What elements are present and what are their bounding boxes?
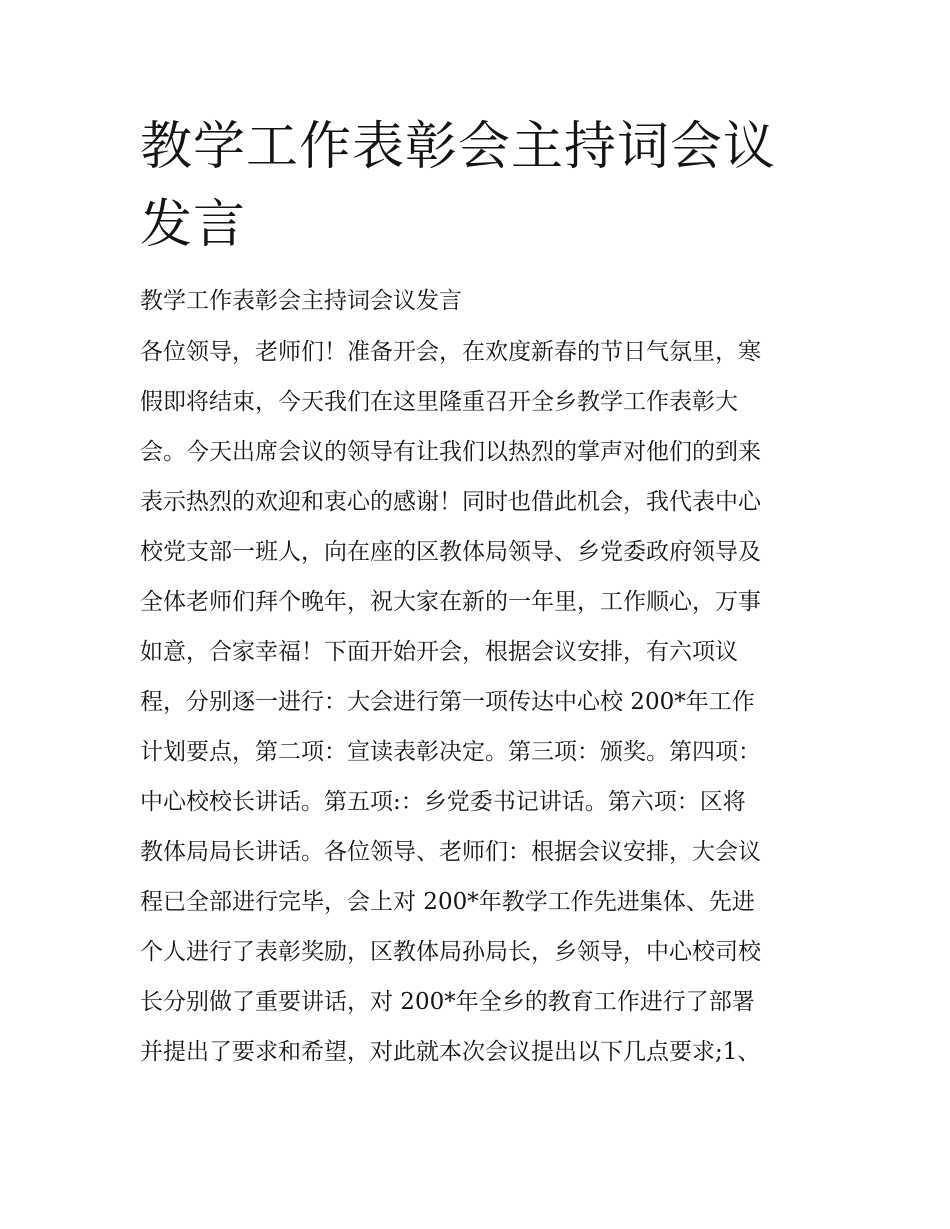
body-line: 程已全部进行完毕，会上对 200*年教学工作先进集体、先进: [140, 889, 755, 915]
body-line: 校党支部一班人，向在座的区教体局领导、乡党委政府领导及: [140, 539, 761, 565]
body-line: 并提出了要求和希望，对此就本次会议提出以下几点要求;1、: [140, 1039, 761, 1065]
body-line: 程，分别逐一进行：大会进行第一项传达中心校 200*年工作: [140, 689, 755, 715]
body-line: 长分别做了重要讲话，对 200*年全乡的教育工作进行了部署: [140, 989, 755, 1015]
body-line: 全体老师们拜个晚年，祝大家在新的一年里，工作顺心，万事: [140, 589, 761, 615]
document-subtitle: 教学工作表彰会主持词会议发言: [140, 288, 462, 314]
body-line: 假即将结束，今天我们在这里隆重召开全乡教学工作表彰大: [140, 389, 738, 415]
body-line: 各位领导，老师们！准备开会，在欢度新春的节日气氛里，寒: [140, 339, 761, 365]
body-line: 如意，合家幸福！下面开始开会，根据会议安排，有六项议: [140, 639, 738, 665]
body-line: 个人进行了表彰奖励，区教体局孙局长，乡领导，中心校司校: [140, 939, 761, 965]
body-line: 教体局局长讲话。各位领导、老师们：根据会议安排，大会议: [140, 839, 761, 865]
document-title: 教学工作表彰会主持词会议发言: [140, 117, 777, 255]
body-line: 表示热烈的欢迎和衷心的感谢！同时也借此机会，我代表中心: [140, 489, 761, 515]
body-line: 中心校校长讲话。第五项:：乡党委书记讲话。第六项：区将: [140, 789, 746, 815]
body-line: 会。今天出席会议的领导有让我们以热烈的掌声对他们的到来: [140, 439, 761, 465]
body-line: 计划要点，第二项：宣读表彰决定。第三项：颁奖。第四项：: [140, 739, 761, 765]
